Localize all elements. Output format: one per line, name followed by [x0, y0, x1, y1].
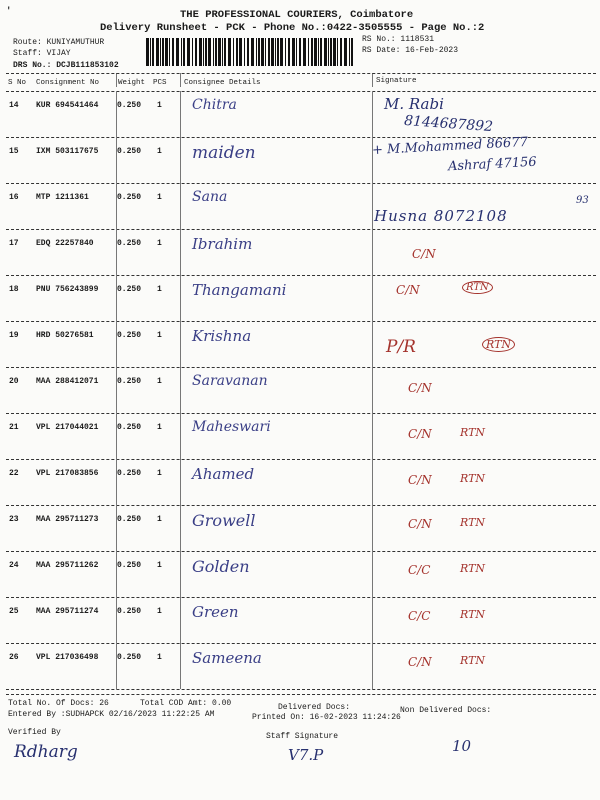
barcode: [146, 38, 354, 66]
entered-by: Entered By :SUDHAPCK 02/16/2023 11:22:25 AM: [8, 710, 215, 719]
barcode-bar: [218, 38, 221, 66]
col-header-consignee: Consignee Details: [184, 79, 261, 87]
barcode-bar: [330, 38, 332, 66]
col-divider: [372, 91, 373, 137]
row-divider: [6, 505, 596, 506]
row-signature: P/R: [386, 337, 416, 357]
row-sno: 23: [9, 515, 19, 524]
col-header-pcs: PCS: [153, 79, 167, 87]
row-signature-note: RTN: [460, 654, 486, 667]
row-weight: 0.250: [117, 193, 142, 202]
barcode-bar: [344, 38, 347, 66]
row-consignee: Saravanan: [192, 373, 268, 389]
row-pcs: 1: [157, 469, 162, 478]
row-consignee: Ibrahim: [192, 235, 253, 253]
row-pcs: 1: [157, 377, 162, 386]
row-weight: 0.250: [117, 653, 142, 662]
barcode-bar: [228, 38, 231, 66]
col-divider: [116, 643, 117, 689]
barcode-bar: [199, 38, 202, 66]
rs-date: RS Date: 16-Feb-2023: [362, 46, 459, 55]
row-consignee: Ahamed: [192, 465, 255, 483]
drs-number: DRS No.: DCJB111853102: [13, 61, 119, 70]
row-consignment-no: MTP 1211361: [36, 193, 89, 202]
row-pcs: 1: [157, 193, 162, 202]
barcode-bar: [156, 38, 159, 66]
col-divider: [116, 183, 117, 229]
row-weight: 0.250: [117, 331, 142, 340]
row-pcs: 1: [157, 331, 162, 340]
printed-on: Printed On: 16-02-2023 11:24:26: [252, 713, 401, 722]
barcode-bar: [222, 38, 223, 66]
barcode-bar: [208, 38, 211, 66]
row-signature-note: RTN: [460, 472, 486, 485]
row-weight: 0.250: [117, 101, 142, 110]
row-signature: C/N: [396, 283, 420, 297]
col-divider: [180, 413, 181, 459]
col-header-consignment: Consignment No: [36, 79, 100, 87]
row-consignment-no: PNU 756243899: [36, 285, 99, 294]
barcode-bar: [244, 38, 245, 66]
col-divider: [116, 597, 117, 643]
col-divider: [372, 275, 373, 321]
runsheet-subtitle: Delivery Runsheet - PCK - Phone No.:0422-3505555 - Page No.:2: [100, 22, 485, 34]
row-consignee: Growell: [192, 511, 256, 530]
row-signature-note: RTN: [462, 281, 493, 294]
col-divider: [180, 459, 181, 505]
row-sno: 26: [9, 653, 19, 662]
row-consignee: maiden: [192, 143, 256, 163]
row-pcs: 1: [157, 423, 162, 432]
row-sno: 25: [9, 607, 19, 616]
count-mark: 10: [452, 737, 472, 755]
col-divider: [372, 229, 373, 275]
row-consignee: Golden: [192, 557, 250, 576]
row-consignment-no: HRD 50276581: [36, 331, 94, 340]
barcode-bar: [271, 38, 274, 66]
row-consignee: Krishna: [192, 327, 252, 345]
verifier-signature: Rdharg: [14, 742, 78, 762]
row-sno: 18: [9, 285, 19, 294]
row-signature-note: 93: [576, 195, 589, 206]
row-signature: C/N: [408, 517, 432, 531]
header-bottom-rule: [6, 91, 596, 92]
barcode-bar: [213, 38, 214, 66]
barcode-bar: [351, 38, 353, 66]
col-divider: [372, 413, 373, 459]
col-divider: [372, 459, 373, 505]
barcode-bar: [308, 38, 309, 66]
barcode-bar: [285, 38, 286, 66]
barcode-bar: [165, 38, 168, 66]
barcode-bar: [172, 38, 174, 66]
total-docs: Total No. Of Docs: 26: [8, 699, 109, 708]
row-divider: [6, 321, 596, 322]
barcode-bar: [292, 38, 295, 66]
barcode-bar: [150, 38, 151, 66]
barcode-bar: [318, 38, 319, 66]
barcode-bar: [288, 38, 290, 66]
row-consignment-no: VPL 217044021: [36, 423, 99, 432]
row-consignee: Sana: [192, 189, 228, 205]
barcode-bar: [349, 38, 350, 66]
barcode-bar: [192, 38, 193, 66]
col-divider: [116, 413, 117, 459]
delivered-docs: Delivered Docs:: [278, 703, 351, 712]
row-signature: M. Rabi: [384, 95, 444, 113]
row-signature: C/N: [408, 473, 432, 487]
col-header-sno: S No: [8, 79, 27, 87]
col-divider: [180, 91, 181, 137]
barcode-bar: [169, 38, 170, 66]
barcode-bar: [162, 38, 164, 66]
col-divider: [116, 505, 117, 551]
barcode-bar: [239, 38, 242, 66]
row-pcs: 1: [157, 653, 162, 662]
col-divider: [116, 275, 117, 321]
barcode-bar: [183, 38, 185, 66]
row-pcs: 1: [157, 515, 162, 524]
staff-label: Staff: VIJAY: [13, 49, 71, 58]
barcode-bar: [195, 38, 197, 66]
col-divider: [180, 505, 181, 551]
row-divider: [6, 459, 596, 460]
row-sno: 14: [9, 101, 19, 110]
col-divider: [116, 73, 117, 87]
barcode-bar: [236, 38, 238, 66]
barcode-bar: [328, 38, 329, 66]
barcode-bar: [233, 38, 234, 66]
row-signature-note: Ashraf 47156: [447, 154, 538, 175]
col-divider: [372, 321, 373, 367]
row-pcs: 1: [157, 285, 162, 294]
barcode-bar: [256, 38, 257, 66]
col-divider: [372, 597, 373, 643]
row-signature: C/N: [412, 247, 436, 261]
barcode-bar: [224, 38, 226, 66]
footer-rule: [6, 694, 596, 695]
col-divider: [116, 137, 117, 183]
row-consignment-no: VPL 217083856: [36, 469, 99, 478]
col-divider: [116, 91, 117, 137]
row-weight: 0.250: [117, 469, 142, 478]
barcode-bar: [303, 38, 306, 66]
barcode-bar: [314, 38, 317, 66]
barcode-bar: [311, 38, 313, 66]
row-consignment-no: VPL 217036498: [36, 653, 99, 662]
barcode-bar: [333, 38, 336, 66]
col-divider: [116, 551, 117, 597]
row-weight: 0.250: [117, 239, 142, 248]
col-divider: [180, 183, 181, 229]
non-delivered-docs: Non Delivered Docs:: [400, 706, 492, 715]
row-sno: 17: [9, 239, 19, 248]
barcode-bar: [299, 38, 301, 66]
row-signature: Husna 8072108: [374, 207, 508, 225]
barcode-bar: [187, 38, 190, 66]
col-divider: [180, 229, 181, 275]
row-divider: [6, 367, 596, 368]
row-sno: 15: [9, 147, 19, 156]
row-divider: [6, 689, 596, 690]
row-sno: 19: [9, 331, 19, 340]
barcode-bar: [251, 38, 254, 66]
barcode-bar: [205, 38, 207, 66]
col-header-signature: Signature: [376, 77, 417, 85]
row-divider: [6, 183, 596, 184]
row-consignment-no: EDQ 22257840: [36, 239, 94, 248]
staff-signature-label: Staff Signature: [266, 732, 339, 741]
barcode-bar: [324, 38, 327, 66]
row-consignment-no: KUR 694541464: [36, 101, 99, 110]
company-title: THE PROFESSIONAL COURIERS, Coimbatore: [180, 9, 414, 21]
row-signature-note: RTN: [460, 516, 486, 529]
rs-number: RS No.: 1118531: [362, 35, 435, 44]
row-signature-note: 8144687892: [403, 112, 494, 136]
barcode-bar: [203, 38, 204, 66]
row-sno: 22: [9, 469, 19, 478]
row-signature-note: RTN: [460, 608, 486, 621]
row-signature: C/C: [408, 609, 431, 623]
col-divider: [180, 643, 181, 689]
row-signature: C/N: [408, 427, 432, 441]
col-divider: [372, 183, 373, 229]
barcode-bar: [268, 38, 270, 66]
corner-mark: ': [6, 6, 12, 16]
row-sno: 16: [9, 193, 19, 202]
row-consignee: Thangamani: [192, 281, 287, 299]
row-signature-note: RTN: [460, 426, 486, 439]
col-divider: [180, 551, 181, 597]
row-divider: [6, 413, 596, 414]
barcode-bar: [181, 38, 182, 66]
barcode-bar: [146, 38, 149, 66]
row-weight: 0.250: [117, 607, 142, 616]
col-divider: [116, 459, 117, 505]
col-divider: [180, 367, 181, 413]
row-signature: + M.Mohammed 86677: [371, 134, 529, 159]
row-sno: 24: [9, 561, 19, 570]
row-pcs: 1: [157, 561, 162, 570]
row-pcs: 1: [157, 239, 162, 248]
row-consignee: Maheswari: [192, 419, 271, 435]
row-consignee: Green: [192, 603, 239, 621]
col-divider: [372, 551, 373, 597]
col-divider: [372, 643, 373, 689]
col-divider: [180, 597, 181, 643]
barcode-bar: [280, 38, 283, 66]
row-divider: [6, 551, 596, 552]
barcode-bar: [247, 38, 249, 66]
row-pcs: 1: [157, 607, 162, 616]
col-divider: [180, 321, 181, 367]
barcode-bar: [337, 38, 338, 66]
row-weight: 0.250: [117, 285, 142, 294]
row-signature: C/N: [408, 381, 432, 395]
verified-by-label: Verified By: [8, 728, 61, 737]
barcode-bar: [258, 38, 260, 66]
row-weight: 0.250: [117, 377, 142, 386]
row-weight: 0.250: [117, 423, 142, 432]
col-divider: [180, 275, 181, 321]
barcode-bar: [176, 38, 179, 66]
col-divider: [372, 367, 373, 413]
row-consignment-no: IXM 503117675: [36, 147, 99, 156]
total-cod: Total COD Amt: 0.00: [140, 699, 232, 708]
col-divider: [372, 505, 373, 551]
row-consignment-no: MAA 295711262: [36, 561, 99, 570]
row-weight: 0.250: [117, 515, 142, 524]
row-signature-note: RTN: [460, 562, 486, 575]
barcode-bar: [265, 38, 266, 66]
col-divider: [372, 73, 373, 87]
col-divider: [116, 367, 117, 413]
row-divider: [6, 643, 596, 644]
col-divider: [180, 137, 181, 183]
barcode-bar: [152, 38, 154, 66]
row-divider: [6, 597, 596, 598]
row-signature: C/C: [408, 563, 431, 577]
row-sno: 20: [9, 377, 19, 386]
barcode-bar: [320, 38, 322, 66]
barcode-bar: [340, 38, 342, 66]
col-divider: [180, 73, 181, 87]
row-sno: 21: [9, 423, 19, 432]
staff-sign-mark: V7.P: [288, 746, 324, 764]
row-consignment-no: MAA 295711274: [36, 607, 99, 616]
barcode-bar: [277, 38, 279, 66]
barcode-bar: [215, 38, 217, 66]
barcode-bar: [160, 38, 161, 66]
row-weight: 0.250: [117, 561, 142, 570]
row-consignee: Sameena: [192, 649, 262, 667]
row-consignment-no: MAA 295711273: [36, 515, 99, 524]
barcode-bar: [261, 38, 264, 66]
row-consignee: Chitra: [192, 97, 237, 113]
row-weight: 0.250: [117, 147, 142, 156]
header-top-rule: [6, 73, 596, 74]
barcode-bar: [275, 38, 276, 66]
row-divider: [6, 229, 596, 230]
row-divider: [6, 275, 596, 276]
row-signature-note: RTN: [482, 337, 515, 352]
row-pcs: 1: [157, 147, 162, 156]
col-divider: [116, 321, 117, 367]
barcode-bar: [296, 38, 297, 66]
row-consignment-no: MAA 288412071: [36, 377, 99, 386]
row-signature: C/N: [408, 655, 432, 669]
col-divider: [116, 229, 117, 275]
col-header-weight: Weight: [118, 79, 146, 87]
route-label: Route: KUNIYAMUTHUR: [13, 38, 105, 47]
row-pcs: 1: [157, 101, 162, 110]
